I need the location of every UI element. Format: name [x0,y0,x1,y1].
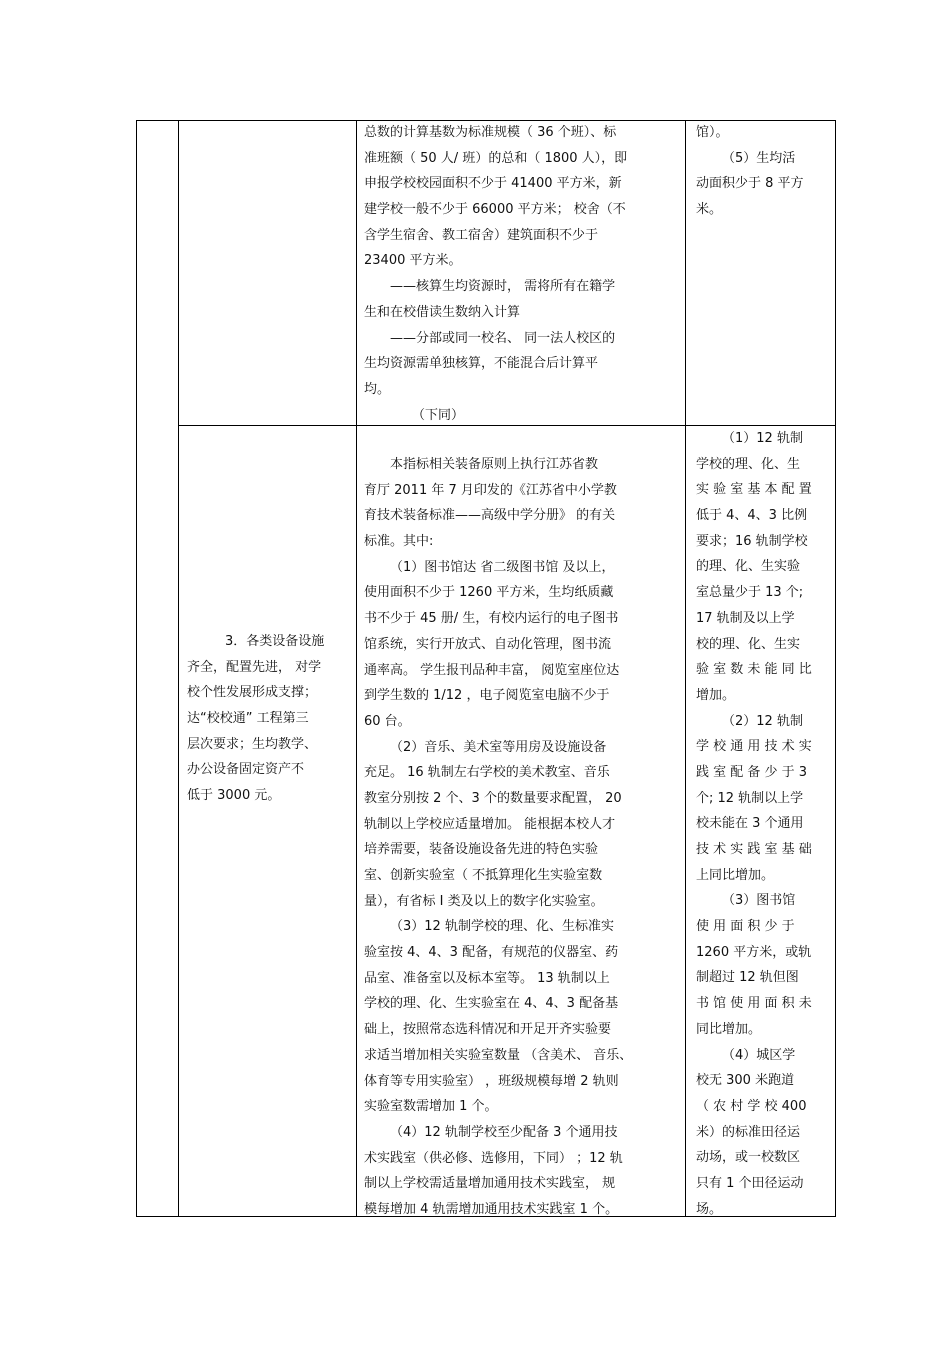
text-line: 均。 [364,381,391,397]
row2-criteria-cell [696,426,832,1222]
text-line: 校无 300 米跑道 [696,1073,795,1089]
text-line: 总数的计算基数为标准规模（ 36 个班）、标 [364,125,617,140]
text-line: （1）图书馆达 省二级图书馆 及以上， [390,559,615,575]
text-line: 要求；16 轨制学校 [696,533,808,549]
text-line: 验 室 数 未 能 同 比 [696,662,812,678]
text-line: 育厅 2011 年 7 月印发的《江苏省中小学教 [364,482,617,498]
text-line: 1260 平方米，或轨 [696,944,812,960]
text-line: 生和在校借读生数纳入计算 [364,304,521,320]
text-line: 场。 [696,1201,723,1217]
text-line: （ 农 村 学 校 400 [696,1098,807,1114]
text-line: 量），有省标 I 类及以上的数字化实验室。 [364,893,604,909]
text-line: 制以上学校需适量增加通用技术实践室， 规 [364,1176,616,1192]
text-line: 践 室 配 备 少 于 3 [696,764,808,780]
text-line: 增加。 [696,687,736,703]
text-line: 育技术装备标准——高级中学分册》 的有关 [364,508,616,524]
text-line: 制超过 12 轨但图 [696,970,799,986]
text-line: ——核算生均资源时， 需将所有在籍学 [390,279,616,295]
text-line: （2）12 轨制 [722,713,803,729]
text-line: 充足。 16 轨制左右学校的美术教室、音乐 [364,765,610,781]
text-line: 模每增加 4 轨需增加通用技术实践室 1 个。 [364,1201,619,1217]
text-line: 础上，按照常态选科情况和开足开齐实验要 [364,1022,612,1038]
text-line: 校的理、化、生实 [696,636,801,652]
text-line: 到学生数的 1/12 ，电子阅览室电脑不少于 [364,688,610,704]
text-line: （1）12 轨制 [722,431,803,446]
text-line: ——分部或同一校名、 同一法人校区的 [390,330,616,346]
text-line: 验室按 4、4、3 配备，有规范的仪器室、药 [364,945,619,961]
text-line: 层次要求；生均教学、 [187,736,318,752]
text-line: 教室分别按 2 个、3 个的数量要求配置， 20 [364,790,622,806]
text-line: 3．各类设备设施 [225,634,325,649]
text-line: 17 轨制及以上学 [696,610,795,626]
text-line: 23400 平方米。 [364,253,462,269]
row2-indicator-cell [187,629,353,809]
text-line: 米。 [696,202,723,218]
text-line: 动面积少于 8 平方 [696,176,804,192]
text-line: 动场，或一校数区 [696,1150,801,1166]
text-line: 低于 3000 元。 [187,788,281,804]
row1-standard-text-cell [364,120,682,428]
text-line: 个; 12 轨制以上学 [696,790,804,806]
text-line: 准班额（ 50 人/ 班）的总和（ 1800 人），即 [364,150,628,166]
text-line: 实验室数需增加 1 个。 [364,1099,498,1115]
text-line: （4）城区学 [722,1047,796,1063]
text-line: 的理、化、生实验 [696,559,801,575]
text-line: 轨制以上学校应适量增加。 能根据本校人才 [364,816,616,832]
text-line: 学校的理、化、生实验室在 4、4、3 配备基 [364,996,619,1012]
text-line: 实 验 室 基 本 配 置 [696,482,812,498]
text-line: 馆）。 [696,125,729,140]
text-line: （5）生均活 [722,150,796,166]
text-line: 室、创新实验室（ 不抵算理化生实验室数 [364,868,603,883]
text-line: （3）图书馆 [722,893,796,909]
text-line: 标准。其中: [364,534,434,550]
text-line: （2）音乐、美术室等用房及设施设备 [390,739,607,755]
text-line: 达“校校通” 工程第三 [187,711,309,727]
text-line: 使 用 面 积 少 于 [696,919,795,935]
table-divider-col1 [178,120,179,1217]
table-divider-col2 [356,120,357,1217]
text-line: 使用面积不少于 1260 平方米，生均纸质藏 [364,585,614,601]
text-line: 培养需要，装备设施设备先进的特色实验 [364,842,599,858]
text-line: 品室、准备室以及标本室等。 13 轨制以上 [364,970,610,986]
text-line: 书不少于 45 册/ 生，有校内运行的电子图书 [364,611,619,627]
text-line: 求适当增加相关实验室数量 （含美术、 音乐、 [364,1047,633,1063]
table-border-right [835,120,836,1217]
text-line: 生均资源需单独核算，不能混合后计算平 [364,356,599,372]
text-line: 书 馆 使 用 面 积 未 [696,996,812,1012]
text-line: （下同） [412,407,465,423]
text-line: 同比增加。 [696,1021,762,1037]
text-line: 建学校一般不少于 66000 平方米； 校舍（不 [364,202,626,218]
text-line: 技 术 实 践 室 基 础 [696,842,812,857]
text-line: 校未能在 3 个通用 [696,816,804,832]
text-line: 术实践室（供必修、选修用，下同） ；12 轨 [364,1150,623,1166]
text-line: 学校的理、化、生 [696,456,801,472]
text-line: （3）12 轨制学校的理、化、生标准实 [390,919,614,935]
text-line: （4）12 轨制学校至少配备 3 个通用技 [390,1124,618,1140]
row2-standard-text-cell [364,452,682,1223]
row1-criteria-cell [696,120,832,223]
text-line: 齐全，配置先进， 对学 [187,659,322,675]
text-line: 室总量少于 13 个; [696,585,804,601]
text-line: 60 台。 [364,713,411,729]
table-border-left [136,120,137,1217]
text-line: 通率高。 学生报刊品种丰富， 阅览室座位达 [364,662,620,678]
text-line: 学 校 通 用 技 术 实 [696,739,812,755]
text-line: 馆系统，实行开放式、自动化管理，图书流 [364,636,612,652]
text-line: 体育等专用实验室） ，班级规模每增 2 轨则 [364,1073,619,1089]
text-line: 本指标相关装备原则上执行江苏省教 [390,457,599,472]
text-line: 低于 4、4、3 比例 [696,508,808,524]
text-line: 含学生宿舍、教工宿舍）建筑面积不少于 [364,227,599,243]
table-divider-col3 [685,120,686,1217]
text-line: 办公设备固定资产不 [187,762,305,778]
text-line: 校个性发展形成支撑； [187,685,318,701]
text-line: 只有 1 个田径运动 [696,1175,804,1191]
text-line: 上同比增加。 [696,867,775,883]
text-line: 米）的标准田径运 [696,1124,801,1140]
text-line: 申报学校校园面积不少于 41400 平方米，新 [364,176,622,192]
